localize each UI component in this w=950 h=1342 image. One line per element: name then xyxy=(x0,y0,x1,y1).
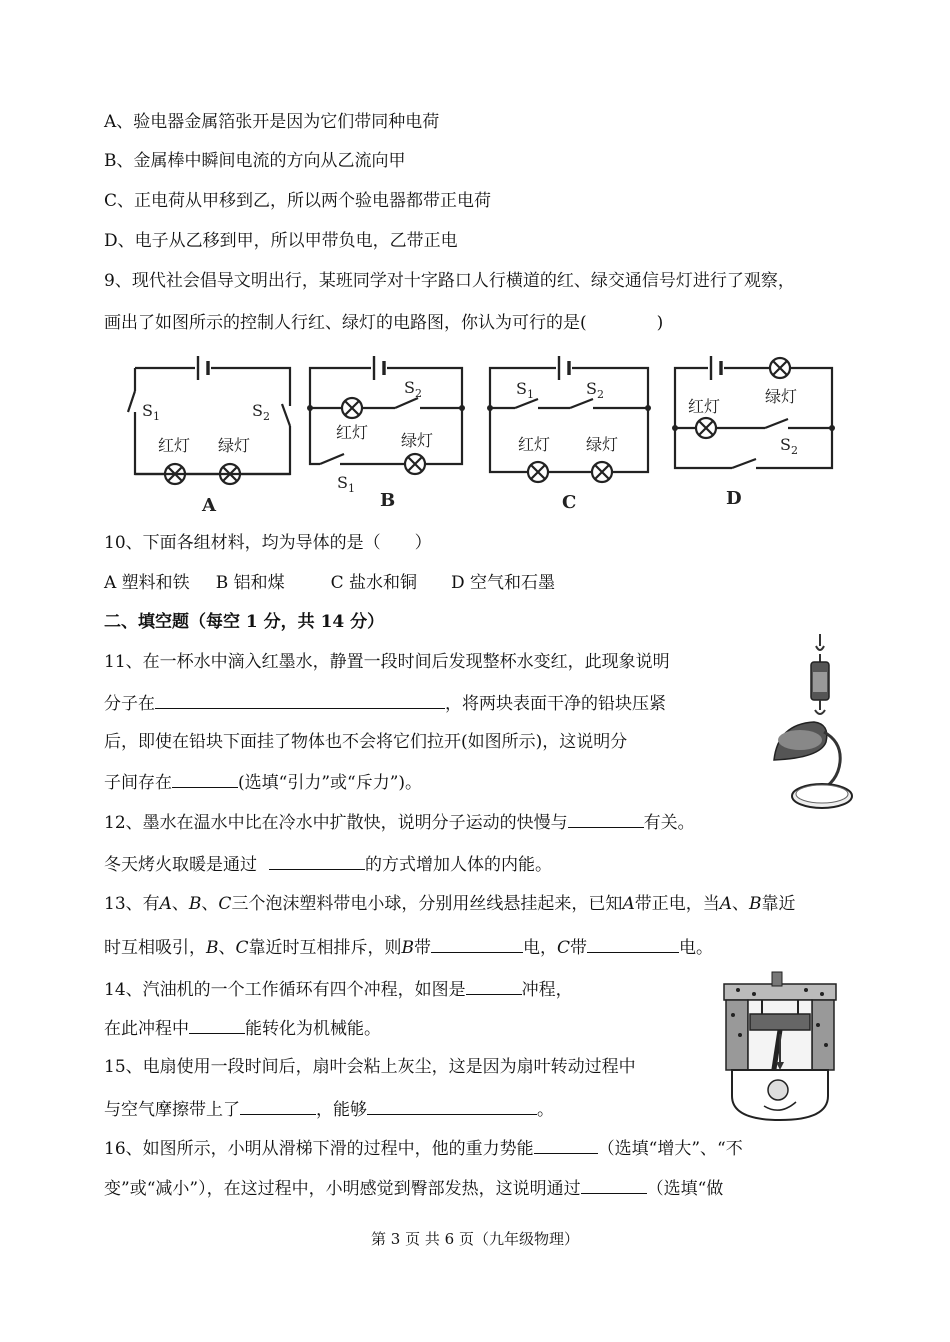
q14-line2: 在此冲程中 能转化为机械能。 xyxy=(104,1015,381,1041)
circuit-b-label: B xyxy=(380,490,396,511)
circuit-b-s1-sub: 1 xyxy=(348,482,355,495)
q13-blank-1[interactable] xyxy=(431,934,523,953)
q16-blank-2[interactable] xyxy=(581,1175,647,1194)
circuit-b-red-label: 红灯 xyxy=(336,423,369,442)
circuit-b-s2-label: S xyxy=(404,378,415,397)
q13-line2: 时互相吸引，B、C靠近时互相排斥，则B带 电，C带 电。 xyxy=(104,934,713,960)
q14-line1: 14、汽油机的一个工作循环有四个冲程，如图是 冲程， xyxy=(104,976,573,1002)
q11-line3: 后，即使在铅块下面挂了物体也不会将它们拉开(如图所示)，这说明分 xyxy=(104,732,628,752)
circuit-d-s2-label: S xyxy=(780,435,791,454)
q15-blank-2[interactable] xyxy=(367,1096,537,1115)
q8-option-c: C、正电荷从甲移到乙，所以两个验电器都带正电荷 xyxy=(104,191,492,211)
q10-options xyxy=(104,571,555,595)
q16-line1: 16、如图所示，小明从滑梯下滑的过程中，他的重力势能 （选填“增大”、“不 xyxy=(104,1135,743,1161)
circuit-a-green-label: 绿灯 xyxy=(218,436,251,455)
page-footer: 第 3 页 共 6 页（九年级物理） xyxy=(371,1230,579,1248)
q9-stem-line2: 画出了如图所示的控制人行红、绿灯的电路图，你认为可行的是( ) xyxy=(104,313,664,333)
q10-option-a: A 塑料和铁 xyxy=(104,573,190,593)
section-2-heading: 二、填空题（每空 1 分，共 14 分） xyxy=(104,612,385,632)
circuit-c xyxy=(490,356,648,482)
circuit-a-label: A xyxy=(202,495,216,516)
q12-blank-2[interactable] xyxy=(269,851,365,870)
q8-option-d: D、电子从乙移到甲，所以甲带负电，乙带正电 xyxy=(104,231,458,251)
q11-line4: 子间存在 (选填“引力”或“斥力”)。 xyxy=(104,769,422,795)
q8-option-a: A、验电器金属箔张开是因为它们带同种电荷 xyxy=(104,112,440,132)
q16-line2: 变”或“减小”），在这过程中，小明感觉到臀部发热，这说明通过 （选填“做 xyxy=(104,1175,723,1201)
circuit-d-s2-sub: 2 xyxy=(791,444,798,457)
q10-option-d: D 空气和石墨 xyxy=(451,573,556,593)
q14-blank-2[interactable] xyxy=(189,1015,245,1034)
q13-blank-2[interactable] xyxy=(587,934,679,953)
q11-line2: 分子在 ，将两块表面干净的铅块压紧 xyxy=(104,690,666,716)
circuit-d-red-label: 红灯 xyxy=(688,397,721,416)
circuit-c-s1-sub: 1 xyxy=(527,388,534,401)
q11-blank-1[interactable] xyxy=(155,690,445,709)
q14-blank-1[interactable] xyxy=(466,976,522,995)
lead-blocks-figure xyxy=(760,632,860,812)
q15-line1: 15、电扇使用一段时间后，扇叶会粘上灰尘，这是因为扇叶转动过程中 xyxy=(104,1057,636,1077)
circuit-c-green-label: 绿灯 xyxy=(586,435,619,454)
q11-blank-2[interactable] xyxy=(172,769,238,788)
q9-circuit-diagrams xyxy=(120,346,850,518)
circuit-d-green-label: 绿灯 xyxy=(765,387,798,406)
q12-line1: 12、墨水在温水中比在冷水中扩散快，说明分子运动的快慢与 有关。 xyxy=(104,809,695,835)
circuit-c-red-label: 红灯 xyxy=(518,435,551,454)
circuit-b-green-label: 绿灯 xyxy=(401,431,434,450)
circuit-b xyxy=(310,356,462,474)
q16-blank-1[interactable] xyxy=(534,1135,598,1154)
q13-line1: 13、有A、B、C三个泡沫塑料带电小球，分别用丝线悬挂起来，已知A带正电，当A、B靠近 xyxy=(104,894,796,914)
q8-option-b: B、金属棒中瞬间电流的方向从乙流向甲 xyxy=(104,151,406,171)
circuit-a-s1-label: S xyxy=(142,401,153,420)
q10-option-c: C 盐水和铜 xyxy=(330,573,418,593)
circuit-a-s2-sub: 2 xyxy=(263,410,270,423)
circuit-d-label: D xyxy=(726,488,742,509)
q10-option-b: B 铝和煤 xyxy=(215,573,285,593)
circuit-a-s1-sub: 1 xyxy=(153,410,160,423)
circuit-a-s2-label: S xyxy=(252,401,263,420)
q15-blank-1[interactable] xyxy=(240,1096,316,1115)
circuit-c-s2-sub: 2 xyxy=(597,388,604,401)
circuit-b-s2-sub: 2 xyxy=(415,387,422,400)
circuit-b-s1-label: S xyxy=(337,473,348,492)
q10-stem: 10、下面各组材料，均为导体的是（ ） xyxy=(104,533,432,553)
circuit-c-label: C xyxy=(562,492,577,513)
circuit-a-red-label: 红灯 xyxy=(158,436,191,455)
engine-cylinder-figure xyxy=(718,970,842,1124)
circuit-c-s2-label: S xyxy=(586,379,597,398)
q11-line1: 11、在一杯水中滴入红墨水，静置一段时间后发现整杯水变红，此现象说明 xyxy=(104,652,670,672)
q12-blank-1[interactable] xyxy=(568,809,644,828)
q9-stem-line1: 9、现代社会倡导文明出行，某班同学对十字路口人行横道的红、绿交通信号灯进行了观察， xyxy=(104,271,795,291)
q12-line2: 冬天烤火取暖是通过 的方式增加人体的内能。 xyxy=(104,851,552,877)
circuit-c-s1-label: S xyxy=(516,379,527,398)
q15-line2: 与空气摩擦带上了 ，能够 。 xyxy=(104,1096,554,1122)
